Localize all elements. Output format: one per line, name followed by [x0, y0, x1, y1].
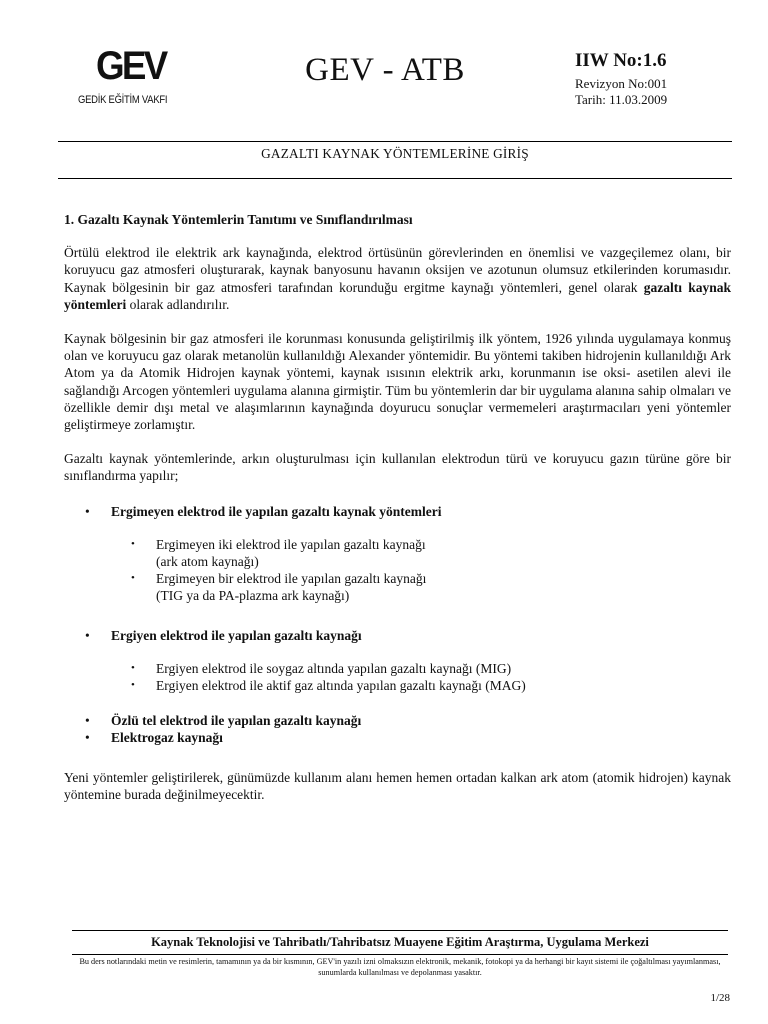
- sublist-container: [64, 660, 731, 694]
- paragraph-3: Gazaltı kaynak yöntemlerinde, arkın oluşturulması için kullanılan elektrodun türü ve koruyucu gazın türüne göre bir sınıflandırma yapılır;: [64, 451, 731, 484]
- list-item: • Ergiyen elektrod ile soygaz altında yapılan gazaltı kaynağı (MIG): [64, 660, 731, 677]
- document-title: GEV - ATB: [305, 52, 465, 88]
- classification-list: [64, 503, 731, 747]
- gev-logo: [78, 44, 193, 114]
- footer-title: Kaynak Teknolojisi ve Tahribatlı/Tahribatsız Muayene Eğitim Araştırma, Uygulama Merkezi: [151, 935, 649, 949]
- page-number: 1/28: [710, 992, 730, 1004]
- list-item-line: (ark atom kaynağı): [156, 554, 259, 570]
- list-item-line: • Ergimeyen iki elektrod ile yapılan gazaltı kaynağı: [156, 536, 426, 552]
- list-item-label: Ergimeyen elektrod ile yapılan gazaltı kaynak yöntemleri: [111, 503, 442, 519]
- document-date: Tarih: 11.03.2009: [575, 92, 668, 107]
- list-item: • Ergiyen elektrod ile aktif gaz altında yapılan gazaltı kaynağı (MAG): [64, 677, 731, 694]
- copyright-notice: Bu ders notlarındaki metin ve resimlerin, tamamının ya da bir kısmının, GEV'in yazılı izni olmaksızın elektronik, mekanik, fotokopi ya da herhangi bir kayıt sistemi ile çoğaltılması yayımlanması, sunumlarda kullanılması ve depolanması yasaktır.: [79, 957, 721, 977]
- list-item-label: Elektrogaz kaynağı: [111, 730, 223, 746]
- header-rule-bottom: [58, 178, 732, 179]
- paragraph-1-emphasis: gazaltı kaynak yöntemleri: [64, 279, 732, 312]
- document-meta: [575, 50, 725, 108]
- list-item: [64, 536, 731, 570]
- document-body: [64, 211, 731, 820]
- sublist-consumable: [64, 660, 731, 694]
- footer-rule-bottom: [72, 954, 728, 955]
- list-item-line: • Ergimeyen bir elektrod ile yapılan gazaltı kaynağı: [156, 571, 427, 587]
- list-item: [64, 570, 731, 604]
- list-item-consumable: [64, 627, 731, 644]
- header-rule-top: [58, 141, 732, 142]
- list-item-flux-cored: [64, 712, 731, 729]
- paragraph-1-text-a: Örtülü elektrod ile elektrik ark kaynağında, elektrod örtüsünün görevlerinden en önemlisi ve vazgeçilemez olanı, bir koruyucu gaz atmosferi oluşturarak, kaynak banyosunu havanın oksijen ve azotunun olumsuz etkilerinden korumasıdır. Kaynak bölgesinin bir gaz atmosferi tarafından korunduğu ergitme kaynağı yöntemleri, genel olarak: [64, 245, 731, 295]
- list-item-label: Özlü tel elektrod ile yapılan gazaltı kaynağı: [111, 713, 362, 729]
- paragraph-1-text-b: olarak adlandırılır.: [126, 296, 230, 312]
- logo-mark: GEV: [96, 44, 166, 88]
- list-item-electrogas: [64, 729, 731, 746]
- list-item-label: Ergiyen elektrod ile yapılan gazaltı kaynağı: [111, 627, 362, 643]
- logo-caption: GEDİK EĞİTİM VAKFI: [78, 94, 168, 106]
- list-item-nonconsumable: [64, 503, 731, 520]
- sublist-nonconsumable: [64, 536, 731, 605]
- sublist-container: [64, 536, 731, 605]
- section-title: GAZALTI KAYNAK YÖNTEMLERİNE GİRİŞ: [261, 146, 529, 161]
- list-item-line: (TIG ya da PA-plazma ark kaynağı): [156, 588, 350, 604]
- paragraph-1: [64, 244, 731, 313]
- paragraph-2: Kaynak bölgesinin bir gaz atmosferi ile korunması konusunda geliştirilmiş ilk yöntem, 1926 yılında uygulamaya konmuş olan ve koruyucu gaz olarak metanolün kullanıldığı Alexander yöntemidir. Bu yöntemi takiben hidrojenin kullanıldığı Ark Atom ya da Atomik Hidrojen kaynak yöntemi, kaynak ısısının elektrik arkı, korunmanın ise oksi- asetilen alevi ile sağlandığı Arcogen yöntemleri uygulama alanına girmiştir. Tüm bu yöntemlerin dar bir uygulama alanına sahip olmaları ve özellikle demir dışı metal ve alaşımlarının kaynağında doyurucu sonuçlar vermemeleri araştırmacıları yeni yöntemler geliştirmeye zorlamıştır.: [64, 331, 731, 433]
- paragraph-4: Yeni yöntemler geliştirilerek, günümüzde kullanım alanı hemen hemen ortadan kalkan ark atom (atomik hidrojen) kaynak yöntemine burada değinilmeyecektir.: [64, 769, 731, 802]
- footer-rule-top: [72, 930, 728, 931]
- revision-number: Revizyon No:001: [575, 76, 668, 91]
- document-code: IIW No:1.6: [575, 50, 667, 71]
- section-heading: 1. Gazaltı Kaynak Yöntemlerin Tanıtımı ve Sınıflandırılması: [64, 212, 413, 227]
